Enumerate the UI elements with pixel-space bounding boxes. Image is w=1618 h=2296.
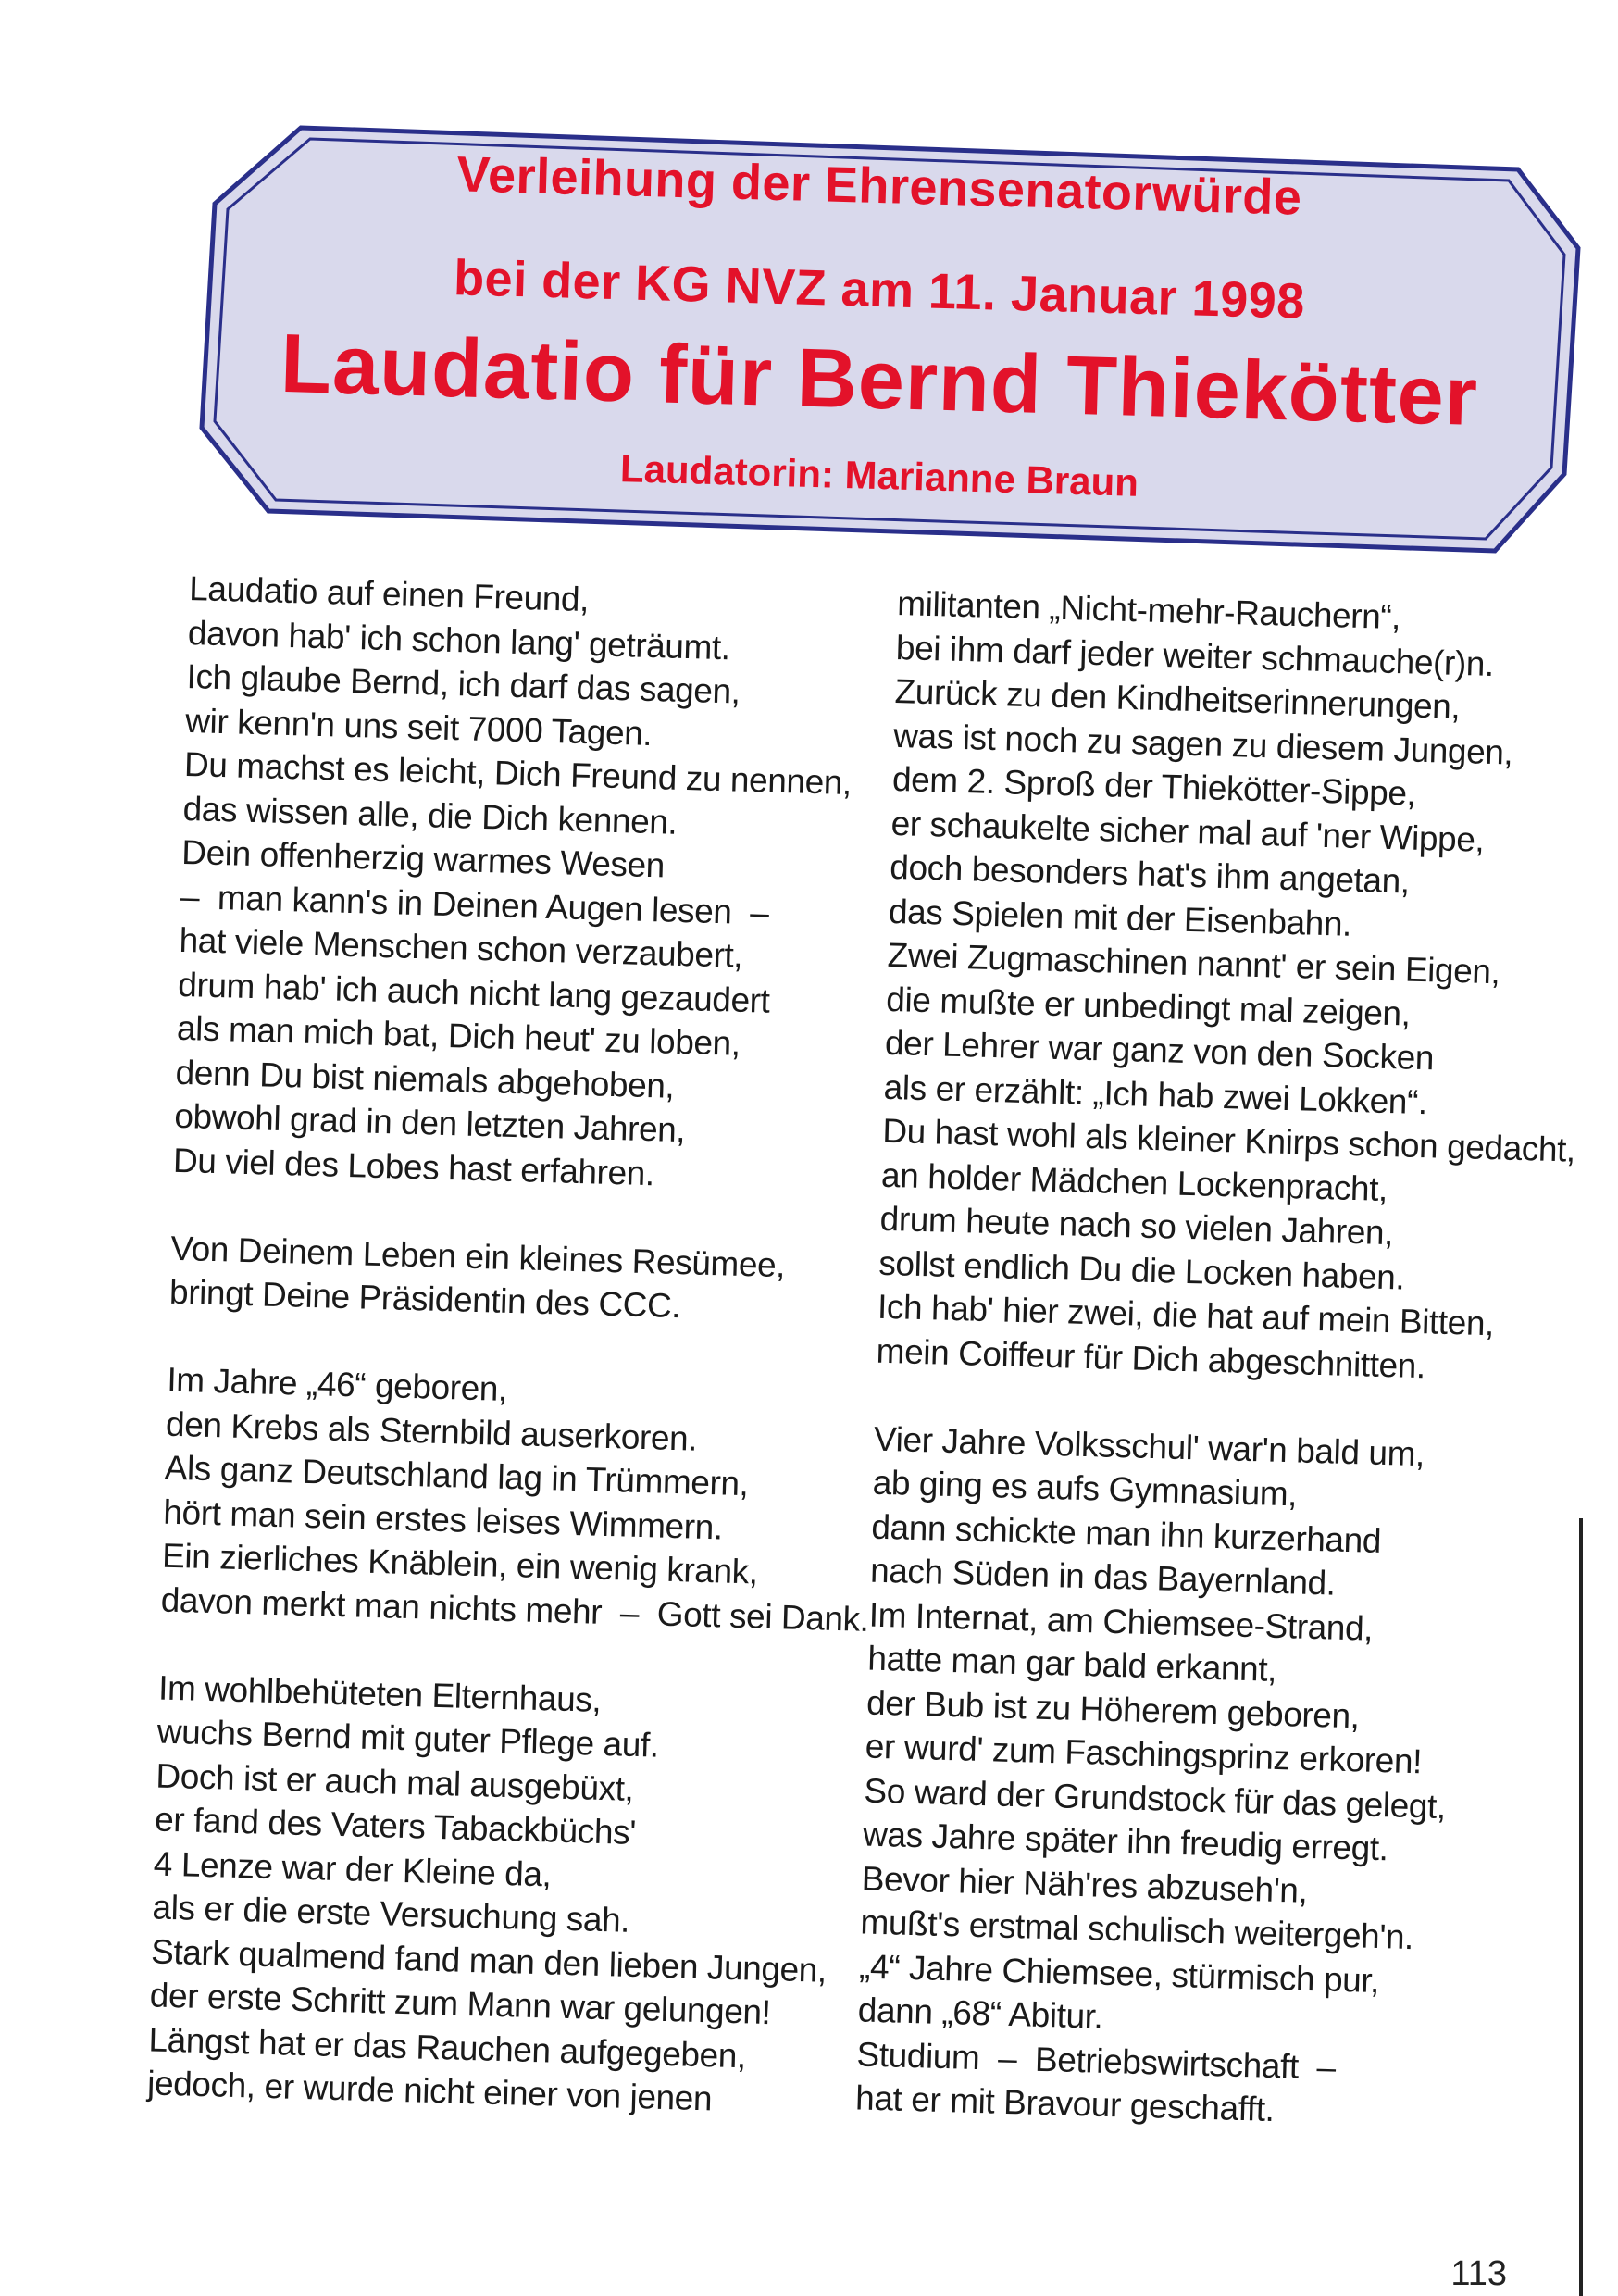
poem-line: denn Du bist niemals abgehoben, [175,1053,676,1105]
poem-line: Im Jahre „46“ geboren, [166,1360,508,1408]
poem-line: Zwei Zugmaschinen nannt' er sein Eigen, [887,935,1501,992]
poem-line: Ein zierliches Knäblein, ein wenig krank, [161,1536,759,1591]
poem-line: Als ganz Deutschland lag in Trümmern, [164,1448,750,1504]
page-number: 113 [1450,2254,1507,2293]
poem-line: hatte man gar bald erkannt, [866,1639,1277,1689]
poem-line: Laudatio auf einen Freund, [188,568,590,619]
poem-line: das wissen alle, die Dich kennen. [182,789,678,842]
poem-line: Bevor hier Näh'res abzuseh'n, [861,1858,1309,1910]
poem-line: Im wohlbehüteten Elternhaus, [157,1668,602,1719]
poem-line: dann „68“ Abitur. [857,1990,1104,2036]
poem-line: „4“ Jahre Chiemsee, stürmisch pur, [858,1946,1380,2000]
poem-line: Dein offenherzig warmes Wesen [180,832,666,885]
poem-line: mußt's erstmal schulisch weitergeh'n. [859,1903,1414,1957]
poem-line: Ich glaube Bernd, ich darf das sagen, [186,656,741,711]
poem-line: ab ging es aufs Gymnasium, [872,1463,1298,1514]
poem-line: die mußte er unbedingt mal zeigen, [885,980,1412,1033]
poem-line: er schaukelte sicher mal auf 'ner Wippe, [890,804,1485,859]
poem-line: Zurück zu den Kindheitserinnerungen, [894,671,1461,727]
poem-line: was Jahre später ihn freudig erregt. [862,1815,1389,1868]
poem-line: hat viele Menschen schon verzaubert, [179,920,743,975]
poem-line: So ward der Grundstock für das gelegt, [863,1770,1447,1826]
poem-line: nach Süden in das Bayernland. [869,1551,1337,1603]
banner-title: Laudatio für Bernd Thiekötter [279,317,1480,444]
poem-line: als man mich bat, Dich heut' zu loben, [176,1008,741,1063]
poem-line: Ich hab' hier zwei, die hat auf mein Bitten, [877,1287,1495,1343]
page-edge-line [1579,1518,1583,2296]
poem-line: hat er mit Bravour geschafft. [854,2078,1276,2128]
poem-line: 4 Lenze war der Kleine da, [153,1843,553,1893]
poem-line: – man kann's in Deinen Augen lesen – [180,877,770,932]
banner-line-2: bei der KG NVZ am 11. Januar 1998 [453,250,1306,330]
poem-line: sollst endlich Du die Locken haben. [877,1243,1405,1297]
poem-line: hört man sein erstes leises Wimmern. [162,1492,724,1546]
poem-line: als er die erste Versuchung sah. [151,1888,630,1940]
poem-line: Längst hat er das Rauchen aufgegeben, [148,2019,747,2075]
poem-line: was ist noch zu sagen zu diesem Jungen, [892,716,1513,772]
poem-line: Stark qualmend fand man den lieben Jungen, [150,1931,828,1990]
poem-line: Du viel des Lobes hast erfahren. [172,1141,655,1192]
poem-line: Doch ist er auch mal ausgebüxt, [155,1755,635,1808]
poem-line: er wurd' zum Faschingsprinz erkoren! [865,1727,1423,1781]
poem-line: drum hab' ich auch nicht lang gezaudert [177,965,771,1020]
poem-line: mein Coiffeur für Dich abgeschnitten. [876,1331,1426,1385]
poem-line: dann schickte man ihn kurzerhand [870,1507,1382,1560]
poem-line: den Krebs als Sternbild auserkoren. [165,1404,698,1458]
poem-line: Du hast wohl als kleiner Knirps schon gedacht, [881,1111,1576,1169]
poem-line: Du machst es leicht, Dich Freund zu nennen, [183,744,853,803]
poem-line: Im Internat, am Chiemsee-Strand, [868,1595,1374,1648]
poem-left-column [146,567,870,2124]
poem-line: obwohl grad in den letzten Jahren, [173,1096,686,1150]
poem-line: Von Deinem Leben ein kleines Resümee, [169,1229,786,1284]
poem-line: der Lehrer war ganz von den Socken [884,1023,1435,1078]
banner-line-1: Verleihung der Ehrensenatorwürde [455,146,1303,226]
poem-line: drum heute nach so vielen Jahren, [879,1199,1394,1253]
poem-line: er fand des Vaters Tabackbüchs' [154,1800,637,1852]
poem-right-column [855,581,1574,2139]
poem-line: an holder Mädchen Lockenpracht, [880,1155,1388,1208]
poem-line: wir kenn'n uns seit 7000 Tagen. [184,701,653,753]
poem-line: bei ihm darf jeder weiter schmauche(r)n. [895,628,1495,683]
poem-line: davon merkt man nichts mehr – Gott sei Dank. [160,1580,870,1639]
poem-line: Studium – Betriebswirtschaft – [856,2034,1337,2087]
poem-line: der erste Schritt zum Mann war gelungen! [149,1976,772,2032]
poem-line: wuchs Bernd mit guter Pflege auf. [156,1712,660,1765]
poem-line: militanten „Nicht-mehr-Rauchern“, [896,583,1401,637]
poem-line: Vier Jahre Volksschul' war'n bald um, [873,1419,1425,1473]
poem-line: das Spielen mit der Eisenbahn. [888,892,1352,943]
banner-subtitle: Laudatorin: Marianne Braun [619,446,1139,505]
poem-line: der Bub ist zu Höherem geboren, [865,1683,1361,1735]
poem-line: als er erzählt: „Ich hab zwei Lokken“. [883,1067,1428,1121]
poem-line: dem 2. Sproß der Thiekötter-Sippe, [891,759,1417,813]
poem-line: bringt Deine Präsidentin des CCC. [168,1272,681,1326]
poem-line: davon hab' ich schon lang' geträumt. [187,613,731,667]
poem-line: jedoch, er wurde nicht einer von jenen [146,2064,713,2118]
poem-line: doch besonders hat's ihm angetan, [889,847,1411,901]
